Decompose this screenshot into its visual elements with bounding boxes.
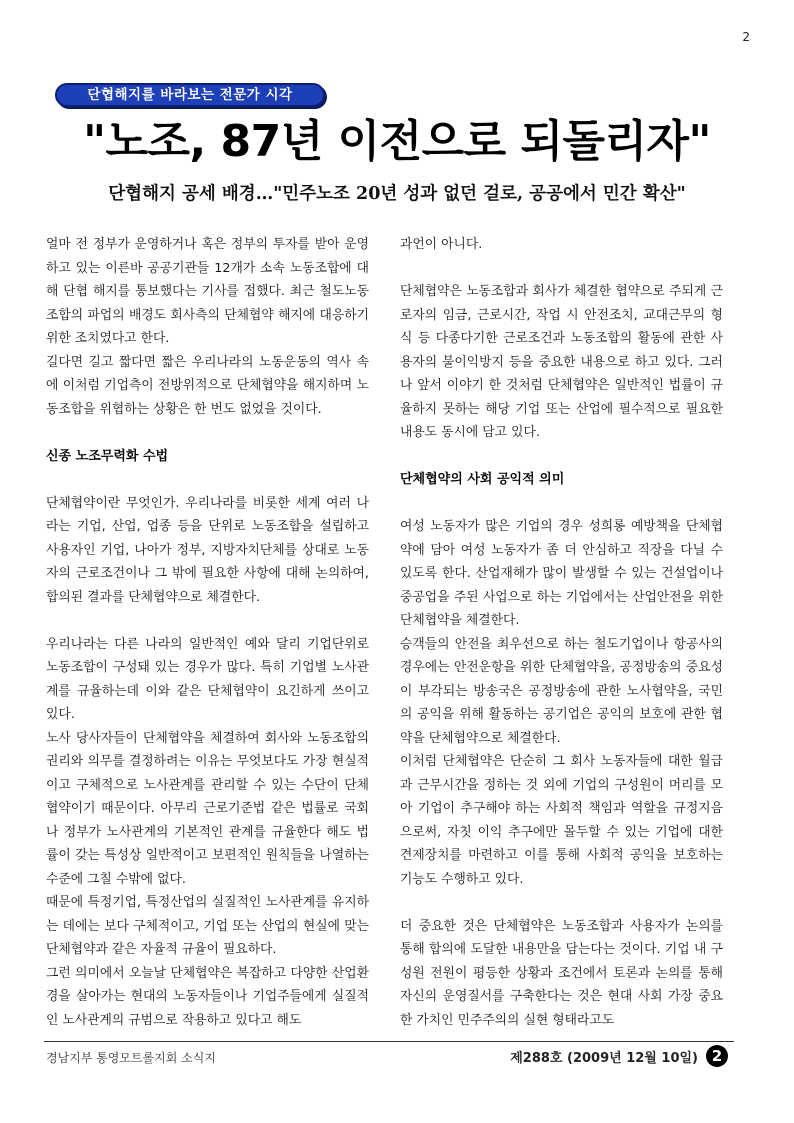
footer-issue bbox=[510, 1045, 728, 1067]
headline: "노조, 87년 이전으로 되돌리자" bbox=[83, 116, 711, 167]
paragraph: 노사 당사자들이 단체협약을 체결하여 회사와 노동조합의 권리와 의무를 결정하려는 이유는 무엇보다도 가장 현실적이고 구체적으로 노사관계를 관리할 수 있는 수단이 단체협약이기 때문이다. 아무리 근로기준법 같은 법률로 국회나 정부가 노사관계의 기본적인 관계를 규율한다 해도 법률이 갖는 특성상 일반적이고 보편적인 원칙들을 나열하는 수준에 그칠 수밖에 없다. bbox=[46, 730, 369, 887]
section-badge: 단협해지를 바라보는 전문가 시각 bbox=[55, 83, 325, 107]
paragraph: 여성 노동자가 많은 기업의 경우 성희롱 예방책을 단체협약에 담아 여성 노동자가 좀 더 안심하고 직장을 다닐 수 있도록 한다. 산업재해가 많이 발생할 수 있는 건설업이나 중공업을 주된 사업으로 하는 기업에서는 산업안전을 위한 단체협약을 체결한다. bbox=[400, 519, 723, 628]
paragraph: 때문에 특정기업, 특정산업의 실질적인 노사관계를 유지하는 데에는 보다 구체적이고, 기업 또는 산업의 현실에 맞는 단체협약과 같은 자율적 규율이 필요하다. bbox=[46, 895, 369, 957]
paragraph: 과언이 아니다. bbox=[400, 237, 483, 252]
paragraph: 길다면 길고 짧다면 짧은 우리나라의 노동운동의 역사 속에 이처럼 기업측이 전방위적으로 단체협약을 해지하며 노동조합을 위협하는 상황은 한 번도 없었을 것이다. bbox=[46, 354, 369, 417]
paragraph: 승객들의 안전을 최우선으로 하는 철도기업이나 항공사의 경우에는 안전운항을 위한 단체협약을, 공정방송의 중요성이 부각되는 방송국은 공정방송에 관한 노사협약을, 국민의 공익을 위해 활동하는 공기업은 공익의 보호에 관한 협약을 단체협약으로 체결한다. bbox=[400, 636, 723, 746]
paragraph: 우리나라는 다른 나라의 일반적인 예와 달리 기업단위로 노동조합이 구성돼 있는 경우가 많다. 특히 기업별 노사관계를 규율하는데 이와 같은 단체협약이 요긴하게 쓰이고 있다. bbox=[46, 636, 369, 722]
issue-info: 제288호 (2009년 12월 10일) bbox=[510, 1050, 698, 1066]
section-heading: 단체협약의 사회 공익적 의미 bbox=[400, 472, 565, 487]
footer-publication: 경남지부 통영모트롤지회 소식지 bbox=[46, 1051, 216, 1065]
paragraph: 단체협약이란 무엇인가. 우리나라를 비롯한 세계 여러 나라는 기업, 산업, 업종 등을 단위로 노동조합을 설립하고 사용자인 기업, 나아가 정부, 지방자치단체를 상대로 노동자의 근로조건이나 그 밖에 필요한 사항에 대해 논의하여, 합의된 결과를 단체협약으로 체결한다. bbox=[46, 495, 369, 605]
right-column bbox=[400, 233, 723, 1032]
section-heading: 신종 노조무력화 수법 bbox=[46, 448, 169, 464]
left-column bbox=[46, 233, 369, 1032]
paragraph: 단체협약은 노동조합과 회사가 체결한 협약으로 주되게 근로자의 임금, 근로시간, 작업 시 안전조치, 교대근무의 형식 등 다종다기한 근로조건과 노동조합의 활동에 관한 사용자의 불이익방지 등을 중요한 내용으로 하고 있다. 그러나 앞서 이야기 한 것처럼 단체협약은 일반적인 법률이 규율하지 못하는 해당 기업 또는 산업에 필수적으로 필요한 내용도 동시에 담고 있다. bbox=[400, 284, 723, 440]
subheadline: 단협해지 공세 배경…"민주노조 20년 성과 없던 걸로, 공공에서 민간 확산" bbox=[108, 184, 686, 204]
footer-divider bbox=[44, 1041, 734, 1042]
paragraph: 그런 의미에서 오늘날 단체협약은 복잡하고 다양한 산업환경을 살아가는 현대의 노동자들이나 기업주들에게 실질적인 노사관계의 규범으로 작용하고 있다고 해도 bbox=[46, 965, 369, 1028]
page-number-top: 2 bbox=[742, 30, 750, 44]
paragraph: 이처럼 단체협약은 단순히 그 회사 노동자들에 대한 월급과 근무시간을 정하는 것 외에 기업의 구성원이 머리를 모아 기업이 추구해야 하는 사회적 책임과 역할을 규정지음으로써, 자칫 이익 추구에만 몰두할 수 있는 기업에 대한 견제장치를 마련하고 이를 통해 사회적 공익을 보호하는 기능도 수행하고 있다. bbox=[400, 754, 723, 887]
paragraph: 더 중요한 것은 단체협약은 노동조합과 사용자가 논의를 통해 합의에 도달한 내용만을 담는다는 것이다. 기업 내 구성원 전원이 평등한 상황과 조건에서 토론과 논의를 통해 자신의 운영질서를 구축한다는 것은 현대 사회 가장 중요한 가치인 민주주의의 실현 형태라고도 bbox=[400, 918, 723, 1028]
paragraph: 얼마 전 정부가 운영하거나 혹은 정부의 투자를 받아 운영하고 있는 이른바 공공기관들 12개가 소속 노동조합에 대해 단협 해지를 통보했다는 기사를 접했다. 최근 철도노동조합의 파업의 배경도 회사측의 단체협약 해지에 대응하기 위한 조치였다고 한다. bbox=[46, 237, 369, 346]
page-number-circle: 2 bbox=[706, 1045, 728, 1067]
